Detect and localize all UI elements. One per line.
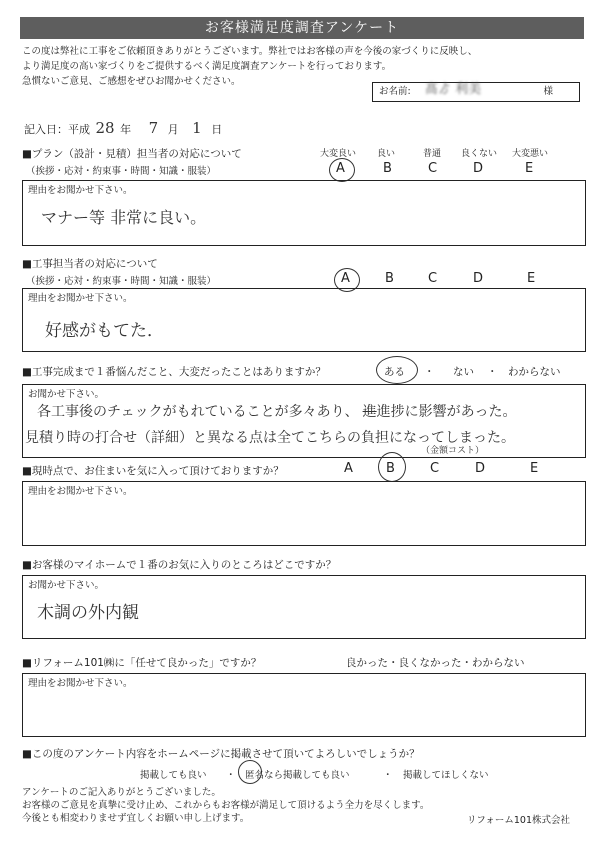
q3-answer-line-1	[37, 401, 516, 421]
q3-title: ■工事完成まで１番悩んだこと、大変だったことはありますか？	[22, 366, 326, 378]
footer-line-1: アンケートのご記入ありがとうございました。	[22, 787, 221, 798]
date-month-unit: 月	[167, 123, 179, 136]
q5-title: ■お客様のマイホームで１番のお気に入りのところはどこですか？	[22, 559, 337, 571]
q7-option-publish[interactable]: 掲載しても良い	[140, 770, 207, 781]
name-field[interactable]	[372, 82, 580, 102]
footer-line-3: 今後とも相変わりませず宜しくお願い申し上げます。	[22, 813, 250, 824]
q7-separator-1: ・	[226, 770, 236, 781]
q1-option-d[interactable]: D	[473, 161, 484, 176]
q3-answer-box[interactable]	[22, 384, 586, 458]
q6-options[interactable]: 良かった・良くなかった・わからない	[346, 657, 525, 669]
q4-title: ■現時点で、お住まいを気に入って頂けておりますか？	[22, 465, 284, 477]
name-suffix: 様	[543, 86, 553, 97]
name-value: 髙ゟ 利美	[425, 82, 482, 97]
date-line	[24, 119, 222, 137]
q2-option-d[interactable]: D	[473, 271, 484, 286]
intro-line-2: より満足度の高い家づくりをご提供するべく満足度調査アンケートを行っております。	[22, 61, 392, 72]
q4-option-d[interactable]: D	[475, 461, 486, 476]
date-day-unit: 日	[211, 123, 223, 136]
q6-title: ■リフォーム101㈱に「任せて良かった」ですか？	[22, 657, 262, 669]
q7-title: ■この度のアンケート内容をホームページに掲載させて頂いてよろしいでしょうか？	[22, 748, 420, 760]
q2-answer: 好感がもてた．	[45, 321, 164, 341]
q2-option-b[interactable]: B	[385, 271, 394, 286]
q1-answer-box[interactable]	[22, 180, 586, 246]
q3-answer-strikethrough: 進	[362, 404, 377, 420]
q6-box-label: 理由をお聞かせ下さい。	[28, 678, 133, 689]
q3-answer-note: （金額コスト）	[421, 446, 485, 456]
q7-option-no-publish[interactable]: 掲載してほしくない	[403, 770, 489, 781]
q3-separator-2: ・	[487, 366, 498, 378]
q2-option-a[interactable]: A	[341, 271, 350, 286]
footer-line-2: お客様のご意見を真摯に受け止め、これからもお客様が満足して頂けるよう全力を尽くします。	[22, 800, 430, 811]
scale-header-very-good: 大変良い	[320, 149, 357, 159]
scale-header-very-bad: 大変悪い	[512, 149, 549, 159]
q5-box-label: お聞かせ下さい。	[28, 580, 105, 591]
scale-header-not-good: 良くない	[461, 149, 498, 159]
intro-line-3: 急慣ないご意見、ご感想をぜひお聞かせください。	[22, 76, 241, 87]
q1-title: ■プラン（設計・見積）担当者の対応について	[22, 148, 242, 160]
q3-answer-line-1-text: 各工事後のチェックがもれていることが多々あり、	[37, 404, 359, 420]
survey-title: お客様満足度調査アンケート	[20, 17, 584, 39]
date-month: 7	[148, 119, 159, 137]
q3-answer-line-2: 見積り時の打合せ（詳細）と異なる点は全てこちらの負担になってしまった。	[25, 430, 515, 446]
q5-answer: 木調の外内観	[37, 603, 139, 623]
q3-option-no[interactable]: ない	[453, 366, 474, 378]
q2-box-label: 理由をお聞かせ下さい。	[28, 293, 133, 304]
company-name: リフォーム101株式会社	[466, 815, 570, 826]
q1-option-a[interactable]: A	[336, 161, 345, 176]
date-label: 記入日：平成	[24, 123, 90, 136]
q1-option-e[interactable]: E	[525, 161, 534, 176]
q6-answer-box[interactable]	[22, 673, 586, 737]
name-label: お名前:	[379, 86, 411, 97]
q2-option-c[interactable]: C	[428, 271, 438, 286]
q2-answer-box[interactable]	[22, 288, 586, 352]
q3-separator-1: ・	[424, 366, 435, 378]
q2-subtitle: （挨拶・応対・約束事・時間・知識・服装）	[26, 276, 217, 287]
q1-option-c[interactable]: C	[428, 161, 438, 176]
q4-option-b[interactable]: B	[386, 461, 395, 476]
date-year: 28	[95, 119, 115, 137]
date-year-unit: 年	[120, 123, 132, 136]
q4-box-label: 理由をお聞かせ下さい。	[28, 486, 133, 497]
q1-subtitle: （挨拶・応対・約束事・時間・知識・服装）	[26, 166, 217, 177]
scale-header-good: 良い	[377, 149, 396, 159]
q3-answer-line-1-tail: 進捗に影響があった。	[376, 404, 517, 420]
q1-answer: マナー等 非常に良い。	[41, 208, 207, 227]
q3-box-label: お聞かせ下さい。	[28, 389, 105, 400]
q3-option-yes[interactable]: ある	[384, 366, 405, 378]
q5-answer-box[interactable]	[22, 575, 586, 639]
q4-option-a[interactable]: A	[344, 461, 353, 476]
q1-box-label: 理由をお聞かせ下さい。	[28, 185, 133, 196]
intro-line-1: この度は弊社に工事をご依頼頂きありがとうございます。弊社ではお客様の声を今後の家づくりに反映し、	[22, 46, 478, 57]
q4-option-c[interactable]: C	[430, 461, 440, 476]
q7-option-anonymous[interactable]: 匿名なら掲載しても良い	[245, 770, 350, 781]
footer-message	[22, 786, 429, 825]
date-day: 1	[192, 119, 202, 137]
scale-header-average: 普通	[423, 149, 442, 159]
q1-option-b[interactable]: B	[383, 161, 392, 176]
q3-option-unknown[interactable]: わからない	[508, 366, 561, 378]
q7-separator-2: ・	[383, 770, 393, 781]
q2-title: ■工事担当者の対応について	[22, 258, 158, 270]
q4-option-e[interactable]: E	[530, 461, 539, 476]
q2-option-e[interactable]: E	[527, 271, 536, 286]
q4-answer-box[interactable]	[22, 481, 586, 546]
